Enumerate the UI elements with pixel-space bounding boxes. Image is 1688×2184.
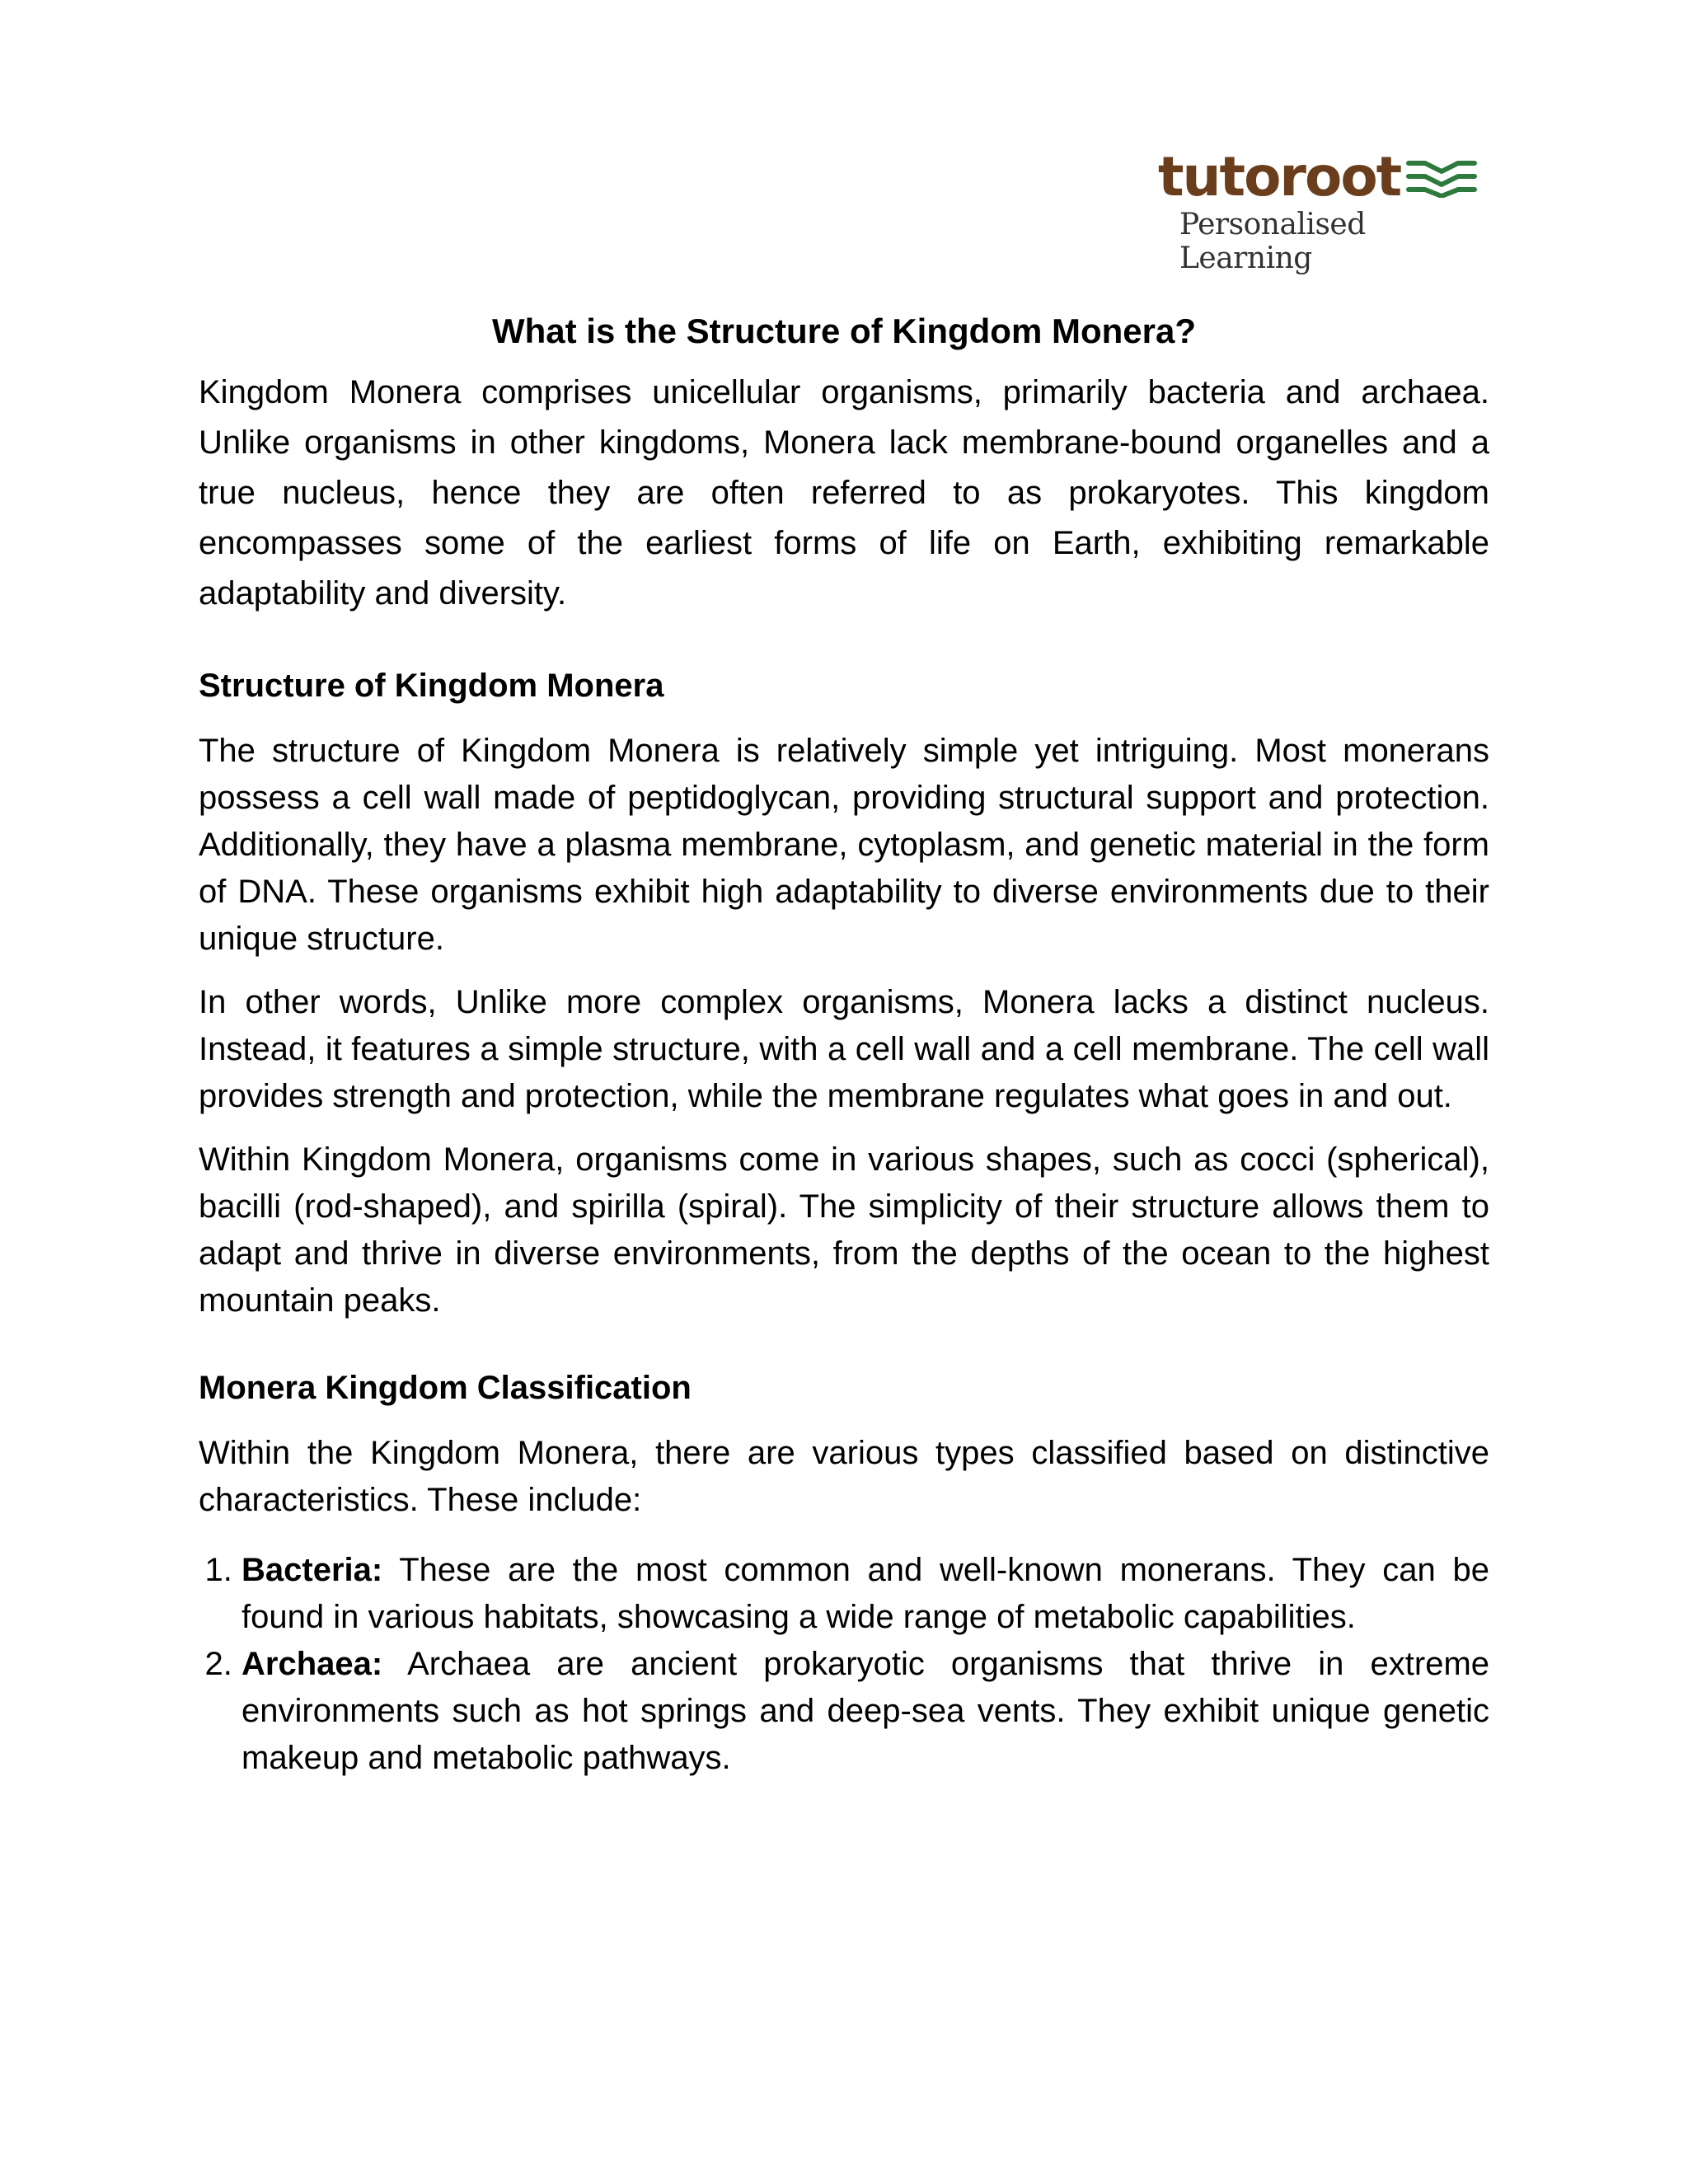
- list-item-archaea: [241, 1641, 1489, 1782]
- list-term: Archaea:: [241, 1646, 383, 1682]
- logo-tagline: Personalised Learning: [1179, 208, 1366, 275]
- tutoroot-logo: [1158, 145, 1488, 275]
- structure-paragraph-3: Within Kingdom Monera, organisms come in various shapes, such as cocci (spherical), bacilli (rod-shaped), and spirilla (spiral). The simplicity of their structure allows them to adapt and thrive in diverse environments, from the depths of the ocean to the highest mountain peaks.: [199, 1141, 1489, 1319]
- list-term: Bacteria:: [241, 1552, 383, 1588]
- section-heading-classification: Monera Kingdom Classification: [199, 1370, 692, 1406]
- structure-paragraph-2: In other words, Unlike more complex organisms, Monera lacks a distinct nucleus. Instead, it features a simple structure, with a cell wall and a cell membrane. The cell wall provides strength and protection, while the membrane regulates what goes in and out.: [199, 984, 1489, 1114]
- intro-paragraph: Kingdom Monera comprises unicellular organisms, primarily bacteria and archaea. Unlike organisms in other kingdoms, Monera lack membrane-bound organelles and a true nucleus, hence they are often referred to as prokaryotes. This kingdom encompasses some of the earliest forms of life on Earth, exhibiting remarkable adaptability and diversity.: [199, 374, 1489, 612]
- classification-paragraph: Within the Kingdom Monera, there are various types classified based on distinctive characteristics. These include:: [199, 1435, 1489, 1518]
- page-title: What is the Structure of Kingdom Monera?: [491, 312, 1196, 350]
- list-text: These are the most common and well-known monerans. They can be found in various habitats, showcasing a wide range of metabolic capabilities.: [241, 1552, 1489, 1635]
- classification-list: [199, 1547, 1489, 1782]
- logo-row: [1158, 145, 1488, 209]
- document-body: [199, 307, 1489, 1782]
- section-heading-structure: Structure of Kingdom Monera: [199, 668, 664, 704]
- list-item-bacteria: [241, 1547, 1489, 1641]
- logo-brand-name: tutoroot: [1158, 145, 1401, 209]
- book-pages-icon: [1405, 157, 1478, 198]
- list-text: Archaea are ancient prokaryotic organisms that thrive in extreme environments such as hot springs and deep-sea vents. They exhibit unique genetic makeup and metabolic pathways.: [241, 1646, 1490, 1776]
- structure-paragraph-1: The structure of Kingdom Monera is relatively simple yet intriguing. Most monerans possess a cell wall made of peptidoglycan, providing structural support and protection. Additionally, they have a plasma membrane, cytoplasm, and genetic material in the form of DNA. These organisms exhibit high adaptability to diverse environments due to their unique structure.: [199, 733, 1489, 957]
